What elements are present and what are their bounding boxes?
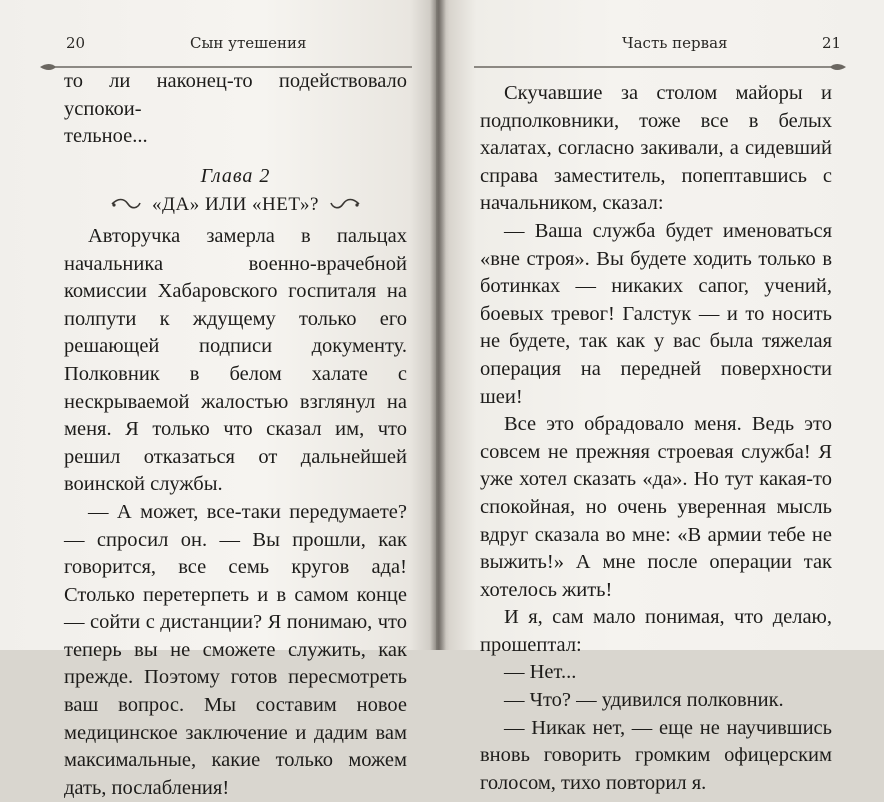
left-text-block: [64, 68, 407, 802]
continued-line-2: тельное...: [64, 125, 148, 148]
left-paragraph: — А может, все-таки передумаете? — спросил он. — Вы прошли, как говорится, все семь кругов ада! Столько перетерпеть и в самом конце — сойти с дистанции? Я понимаю, что теперь вы не сможете служить, как прежде. Поэтому готов пересмотреть ваш вопрос. Мы составим новое медицинское заключение и дадим вам максимальные, какие только можем дать, послабления!: [64, 500, 407, 799]
right-running-head: Часть первая: [622, 34, 728, 52]
right-text-block: [480, 80, 832, 797]
right-paragraph: — Никак нет, — еще не научившись вновь говорить громким офицерским голосом, тихо повторил я.: [480, 716, 832, 794]
left-running-head: Сын утешения: [190, 34, 307, 52]
left-flourish-icon: [110, 191, 142, 219]
book-gutter: [430, 0, 446, 650]
left-page-number: 20: [66, 34, 86, 52]
continued-line-1: то ли наконец-то подействовало успокои-: [64, 70, 407, 120]
right-flourish-icon: [329, 191, 361, 219]
right-paragraph: — Нет...: [504, 661, 577, 684]
right-paragraph: — Ваша служба будет именоваться «вне строя». Вы будете ходить только в ботинках — никаких сапог, учений, боевых тревог! Галстук — и то носить не будете, так как у вас была тяжелая операция на передней поверхности шеи!: [480, 219, 832, 408]
right-paragraph: Скучавшие за столом майоры и подполковники, тоже все в белых халатах, согласно закивали, а сидевший справа заместитель, попептавшись с начальником, сказал:: [480, 82, 832, 215]
right-page-number: 21: [822, 34, 842, 52]
right-paragraph: — Что? — удивился полковник.: [504, 689, 784, 712]
left-paragraph: Авторучка замерла в пальцах начальника военно-врачебной комиссии Хабаровского госпиталя на полпути к ждущему только его решающей подписи документу. Полковник в белом халате с нескрываемой жалостью взглянул на меня. Я только что сказал им, что решил отказаться от дальнейшей воинской службы.: [64, 224, 407, 496]
right-page: [436, 0, 884, 794]
right-paragraph: Все это обрадовало меня. Ведь это совсем не прежняя строевая служба! Я уже хотел сказать «да». Но тут какая-то спокойная, но очень уверенная мысль вдруг сказала во мне: «В армии тебе не выжить!» А мне после операции так хотелось жить!: [480, 413, 832, 601]
right-header-rule: [474, 60, 846, 74]
right-paragraph: И я, сам мало понимая, что делаю, прошептал:: [480, 606, 832, 656]
chapter-title: «ДА» ИЛИ «НЕТ»?: [152, 194, 319, 216]
left-page: [0, 0, 436, 799]
chapter-label: Глава 2: [200, 164, 271, 187]
chapter-title-row: [64, 191, 407, 219]
